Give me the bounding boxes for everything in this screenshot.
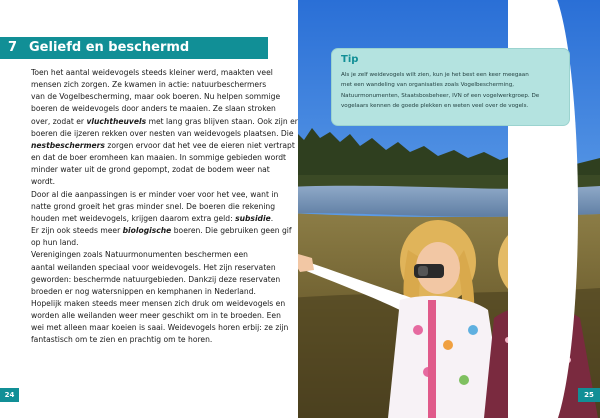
body-line: [31, 298, 286, 310]
term-highlight: nestbeschermers: [31, 140, 105, 150]
body-line: [31, 249, 277, 261]
body-line: [31, 128, 294, 140]
body-text-run: boeren. Die gebruiken geen gif: [171, 226, 292, 236]
body-text-run: boeren de weidevogels door anders te maaien. Ze slaan stroken: [31, 104, 276, 114]
body-text-run: zorgen ervoor dat het vee de eieren niet vertrapt: [104, 140, 295, 150]
body-text-run: Er zijn ook steeds meer: [31, 226, 123, 236]
body-text-run: natte grond groeit het gras minder snel. De boeren die rekening: [31, 201, 276, 211]
tip-line: Natuurmonumenten, Staatsbosbeheer, IVN of een vogelwerkgroep. De: [341, 92, 540, 99]
body-line: [31, 152, 287, 164]
body-text-run: Toen het aantal weidevogels steeds kleiner werd, maakten veel: [31, 68, 273, 77]
body-text-run: Hopelijk maken steeds meer mensen zich druk om weidevogels en: [31, 298, 286, 308]
body-text-run: geworden: beschermde natuurgebieden. Dankzij deze reservaten: [31, 274, 281, 284]
body-text-run: over, zodat er: [31, 116, 87, 126]
body-text-run: aantal weilanden speciaal voor weidevogels. Het zijn reservaten: [31, 262, 276, 272]
tip-box: [331, 48, 570, 126]
left-page: [0, 0, 298, 418]
body-text-run: Door al die aanpassingen is er minder voer voor het vee, want in: [31, 189, 279, 199]
page-number-tab-left: [0, 388, 19, 402]
body-text-run: worden alle weilanden weer meer geschikt om in te broeden. Een: [31, 311, 281, 321]
body-text-run: wei met alleen maar koeien is saai. Weidevogels horen erbij: ze zijn: [31, 323, 289, 333]
term-highlight: subsidie: [235, 213, 271, 223]
body-text-run: minder water uit de grond gepompt, zodat de bodem weer nat: [31, 165, 270, 175]
body-line: [31, 213, 277, 225]
body-line: [31, 176, 277, 188]
body-text-run: .: [270, 213, 274, 223]
body-line: [31, 140, 295, 152]
body-line: [31, 91, 281, 103]
body-text-run: Verenigingen zoals Natuurmonumenten beschermen een: [31, 250, 248, 260]
body-line: [31, 225, 292, 237]
page-number-left: 24: [4, 391, 15, 399]
body-text-run: broeden er nog watersnippen en kemphanen in Nederland.: [31, 286, 256, 296]
tip-line: vogelaars kennen de goede plekken en weten veel over de vogels.: [341, 103, 529, 110]
tip-body: [341, 70, 563, 112]
body-text-run: mensen zich zorgen. Ze kwamen in actie: natuurbeschermers: [31, 80, 267, 90]
body-line: [31, 334, 277, 346]
chapter-heading-bar: [0, 37, 268, 59]
body-line: [31, 103, 277, 115]
body-line: [31, 164, 277, 176]
body-line: [31, 310, 281, 322]
body-line: [31, 67, 277, 79]
chapter-title: Geliefd en beschermd: [29, 40, 190, 55]
term-highlight: biologische: [122, 226, 172, 236]
body-text: [31, 67, 298, 347]
tip-title: Tip: [341, 54, 359, 65]
body-line: [31, 201, 277, 213]
page-number-tab-right: [578, 388, 600, 402]
chapter-number: 7: [8, 40, 18, 55]
body-line: [31, 116, 298, 128]
page-number-right: 25: [584, 391, 594, 399]
body-text-run: van de Vogelbescherming, maar ook boeren. Nu helpen sommige: [31, 92, 281, 102]
body-line: [31, 274, 281, 286]
body-line: [31, 322, 289, 334]
body-text-run: met lang gras blijven staan. Ook zijn er: [146, 116, 298, 126]
tip-line: Als je zelf weidevogels wilt zien, kun je het best een keer meegaan: [341, 72, 529, 78]
body-text-run: boeren die ijzeren rekken over nesten van weidevogels plaatsen. Die: [31, 128, 294, 138]
body-text-run: en dat de boer eromheen kan maaien. In sommige gebieden wordt: [31, 153, 287, 163]
tip-line: met een wandeling van organisaties zoals Vogelbescherming,: [341, 82, 515, 89]
body-text-run: houden met weidevogels, krijgen daarom extra geld:: [31, 213, 236, 223]
body-text-run: wordt.: [31, 177, 56, 187]
body-line: [31, 79, 277, 91]
body-line: [31, 189, 277, 201]
body-line: [31, 237, 277, 249]
body-text-run: op hun land.: [31, 238, 79, 248]
term-highlight: vluchtheuvels: [86, 116, 147, 126]
body-text-run: fantastisch om te zien en prachtig om te horen.: [31, 335, 213, 345]
body-line: [31, 262, 277, 274]
body-line: [31, 286, 277, 298]
